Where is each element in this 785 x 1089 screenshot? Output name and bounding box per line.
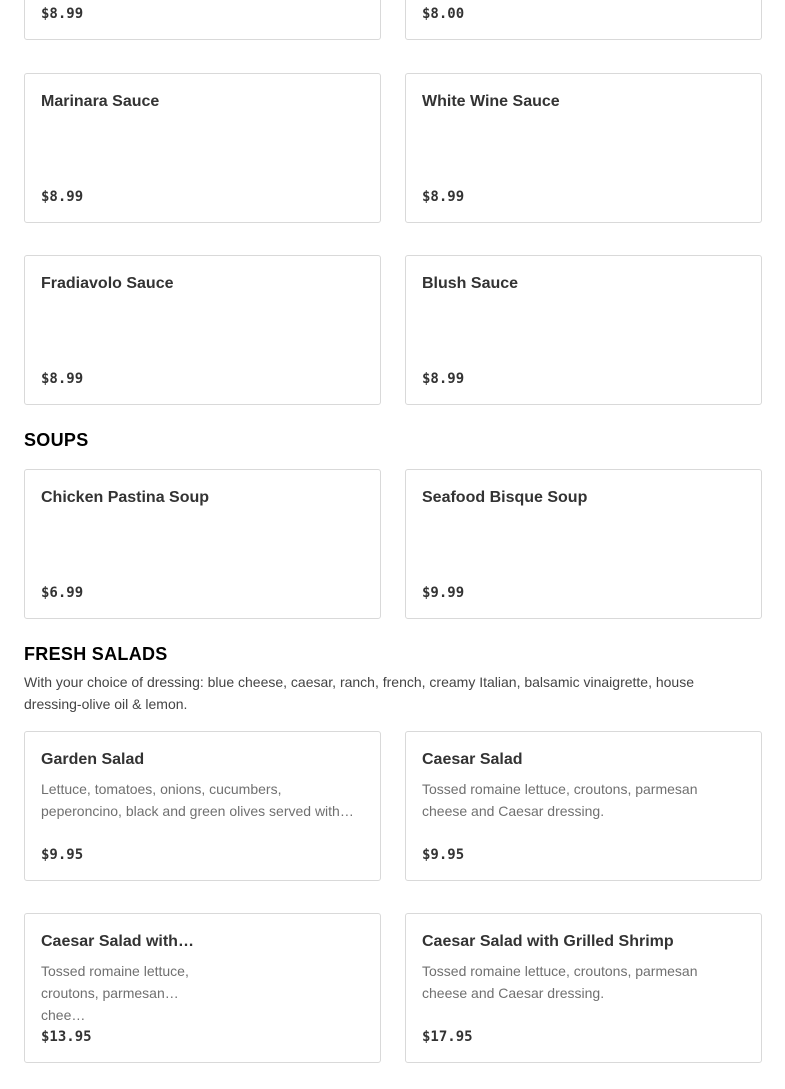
menu-item-chicken-pastina-soup[interactable] — [24, 469, 381, 619]
menu-item-marinara-sauce[interactable] — [24, 73, 381, 223]
item-price: $9.95 — [41, 847, 84, 863]
item-name: Caesar Salad — [422, 751, 523, 768]
menu-item-white-wine-sauce[interactable] — [405, 73, 762, 223]
item-price: $9.95 — [422, 847, 465, 863]
item-price: $13.95 — [41, 1029, 92, 1045]
item-price: $6.99 — [41, 585, 84, 601]
item-name: Caesar Salad with Grilled Shrimp — [422, 933, 674, 950]
item-description: Tossed romaine lettuce, croutons, parmesan cheese and Caesar dressing. — [422, 963, 698, 1001]
item-price: $8.99 — [41, 371, 84, 387]
item-price: $8.99 — [41, 6, 84, 22]
menu-item-seafood-bisque-soup[interactable] — [405, 469, 762, 619]
item-description: Tossed romaine lettuce, croutons, parmesan cheese and Caesar dressing. — [422, 781, 698, 819]
menu-item-fradiavolo-sauce[interactable] — [24, 255, 381, 405]
item-name: Seafood Bisque Soup — [422, 489, 588, 506]
item-price: $8.00 — [422, 6, 465, 22]
item-name: Fradiavolo Sauce — [41, 275, 174, 292]
item-name: Garden Salad — [41, 751, 145, 768]
section-title-fresh-salads: FRESH SALADS — [24, 644, 168, 664]
menu-item-garden-salad[interactable] — [24, 731, 381, 881]
item-price: $8.99 — [41, 189, 84, 205]
item-price: $9.99 — [422, 585, 465, 601]
item-name: White Wine Sauce — [422, 93, 560, 110]
item-price: $8.99 — [422, 371, 465, 387]
item-name: Caesar Salad with… — [41, 933, 194, 950]
section-description: With your choice of dressing: blue cheese, caesar, ranch, french, creamy Italian, balsamic vinaigrette, house dressing-olive oil & lemon. — [24, 674, 695, 712]
item-price: $8.99 — [422, 189, 465, 205]
item-description: Lettuce, tomatoes, onions, cucumbers, peperoncino, black and green olives served with… — [41, 781, 354, 819]
menu-item-caesar-salad-with[interactable] — [24, 913, 381, 1063]
section-title-soups: SOUPS — [24, 430, 89, 450]
menu-item-card[interactable] — [405, 0, 762, 40]
item-description: Tossed romaine lettuce, croutons, parmesan chee… — [41, 963, 189, 1023]
item-price: $17.95 — [422, 1029, 473, 1045]
menu-item-blush-sauce[interactable] — [405, 255, 762, 405]
item-name: Marinara Sauce — [41, 93, 160, 110]
item-name: Chicken Pastina Soup — [41, 489, 210, 506]
menu-item-caesar-salad[interactable] — [405, 731, 762, 881]
menu-item-caesar-salad-grilled-shrimp[interactable] — [405, 913, 762, 1063]
item-name: Blush Sauce — [422, 275, 519, 292]
menu-item-card[interactable] — [24, 0, 381, 40]
